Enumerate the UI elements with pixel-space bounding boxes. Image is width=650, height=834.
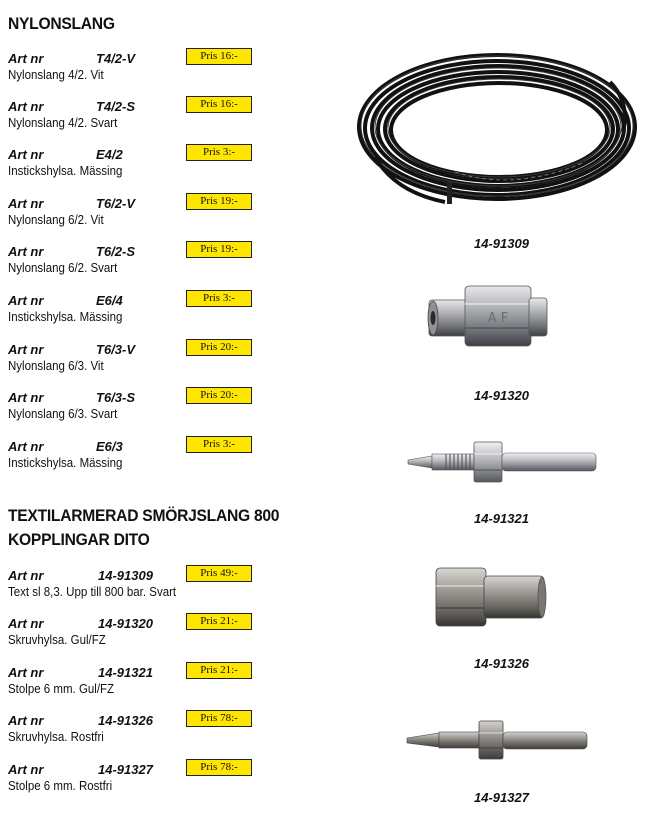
product-entry <box>0 342 300 388</box>
product-description: Instickshylsa. Mässing <box>8 310 123 324</box>
product-description: Instickshylsa. Mässing <box>8 164 123 178</box>
price-tag: Pris 49:- <box>186 565 252 582</box>
article-code: 14-91326 <box>98 713 153 728</box>
price-tag: Pris 20:- <box>186 339 252 356</box>
product-entry <box>0 293 300 339</box>
product-description: Nylonslang 6/2. Vit <box>8 213 104 227</box>
article-code: E4/2 <box>96 147 123 162</box>
art-nr-label: Art nr <box>8 616 44 631</box>
article-code: T6/3-S <box>96 390 136 405</box>
product-entry <box>0 244 300 290</box>
product-entry <box>0 99 300 145</box>
price-tag: Pris 3:- <box>186 144 252 161</box>
price-tag: Pris 19:- <box>186 193 252 210</box>
art-nr-label: Art nr <box>8 293 44 308</box>
product-entry <box>0 51 300 97</box>
section-subtitle-kopplingar: KOPPLINGAR DITO <box>8 530 150 549</box>
price-tag: Pris 19:- <box>186 241 252 258</box>
article-code: E6/4 <box>96 293 123 308</box>
section-title-textilarmerad: TEXTILARMERAD SMÖRJSLANG 800 <box>8 506 280 525</box>
product-description: Nylonslang 4/2. Vit <box>8 68 104 82</box>
art-nr-label: Art nr <box>8 147 44 162</box>
photo-caption: 14-91327 <box>474 790 529 805</box>
art-nr-label: Art nr <box>8 762 44 777</box>
article-code: T4/2-S <box>96 99 136 114</box>
article-code: 14-91320 <box>98 616 153 631</box>
art-nr-label: Art nr <box>8 568 44 583</box>
product-entry <box>0 439 300 485</box>
article-code: T4/2-V <box>96 51 136 66</box>
article-code: T6/3-V <box>96 342 136 357</box>
product-entry <box>0 568 300 614</box>
product-entry <box>0 390 300 436</box>
article-code: 14-91327 <box>98 762 153 777</box>
product-entry <box>0 713 300 759</box>
photo-caption: 14-91326 <box>474 656 529 671</box>
product-description: Nylonslang 6/3. Vit <box>8 359 104 373</box>
product-description: Skruvhylsa. Gul/FZ <box>8 633 106 647</box>
article-code: 14-91321 <box>98 665 153 680</box>
product-description: Nylonslang 4/2. Svart <box>8 116 118 130</box>
price-tag: Pris 16:- <box>186 48 252 65</box>
sleeve-nut-icon <box>430 562 550 632</box>
article-code: T6/2-S <box>96 244 136 259</box>
photo-caption: 14-91320 <box>474 388 529 403</box>
product-entry <box>0 762 300 808</box>
product-description: Instickshylsa. Mässing <box>8 456 123 470</box>
price-tag: Pris 20:- <box>186 387 252 404</box>
product-entry <box>0 147 300 193</box>
art-nr-label: Art nr <box>8 51 44 66</box>
product-description: Stolpe 6 mm. Rostfri <box>8 779 113 793</box>
price-tag: Pris 21:- <box>186 613 252 630</box>
hose-coil-icon <box>355 42 640 212</box>
art-nr-label: Art nr <box>8 244 44 259</box>
art-nr-label: Art nr <box>8 390 44 405</box>
product-entry <box>0 616 300 662</box>
art-nr-label: Art nr <box>8 665 44 680</box>
product-entry <box>0 665 300 711</box>
product-entry <box>0 196 300 242</box>
product-description: Text sl 8,3. Upp till 800 bar. Svart <box>8 585 177 599</box>
price-tag: Pris 78:- <box>186 759 252 776</box>
article-code: E6/3 <box>96 439 123 454</box>
product-description: Stolpe 6 mm. Gul/FZ <box>8 682 115 696</box>
art-nr-label: Art nr <box>8 99 44 114</box>
price-tag: Pris 21:- <box>186 662 252 679</box>
price-tag: Pris 3:- <box>186 436 252 453</box>
nipple-pin-icon <box>402 438 602 486</box>
product-description: Skruvhylsa. Rostfri <box>8 730 104 744</box>
art-nr-label: Art nr <box>8 196 44 211</box>
price-tag: Pris 78:- <box>186 710 252 727</box>
art-nr-label: Art nr <box>8 439 44 454</box>
nipple-pin-icon <box>403 718 593 764</box>
product-description: Nylonslang 6/3. Svart <box>8 407 118 421</box>
price-tag: Pris 16:- <box>186 96 252 113</box>
photo-caption: 14-91321 <box>474 511 529 526</box>
sleeve-nut-icon <box>425 282 555 352</box>
art-nr-label: Art nr <box>8 713 44 728</box>
photo-caption: 14-91309 <box>474 236 529 251</box>
price-tag: Pris 3:- <box>186 290 252 307</box>
svg-text:A F: A F <box>487 311 509 326</box>
art-nr-label: Art nr <box>8 342 44 357</box>
section-title-nylonslang: NYLONSLANG <box>8 14 115 33</box>
article-code: 14-91309 <box>98 568 153 583</box>
product-description: Nylonslang 6/2. Svart <box>8 261 118 275</box>
article-code: T6/2-V <box>96 196 136 211</box>
